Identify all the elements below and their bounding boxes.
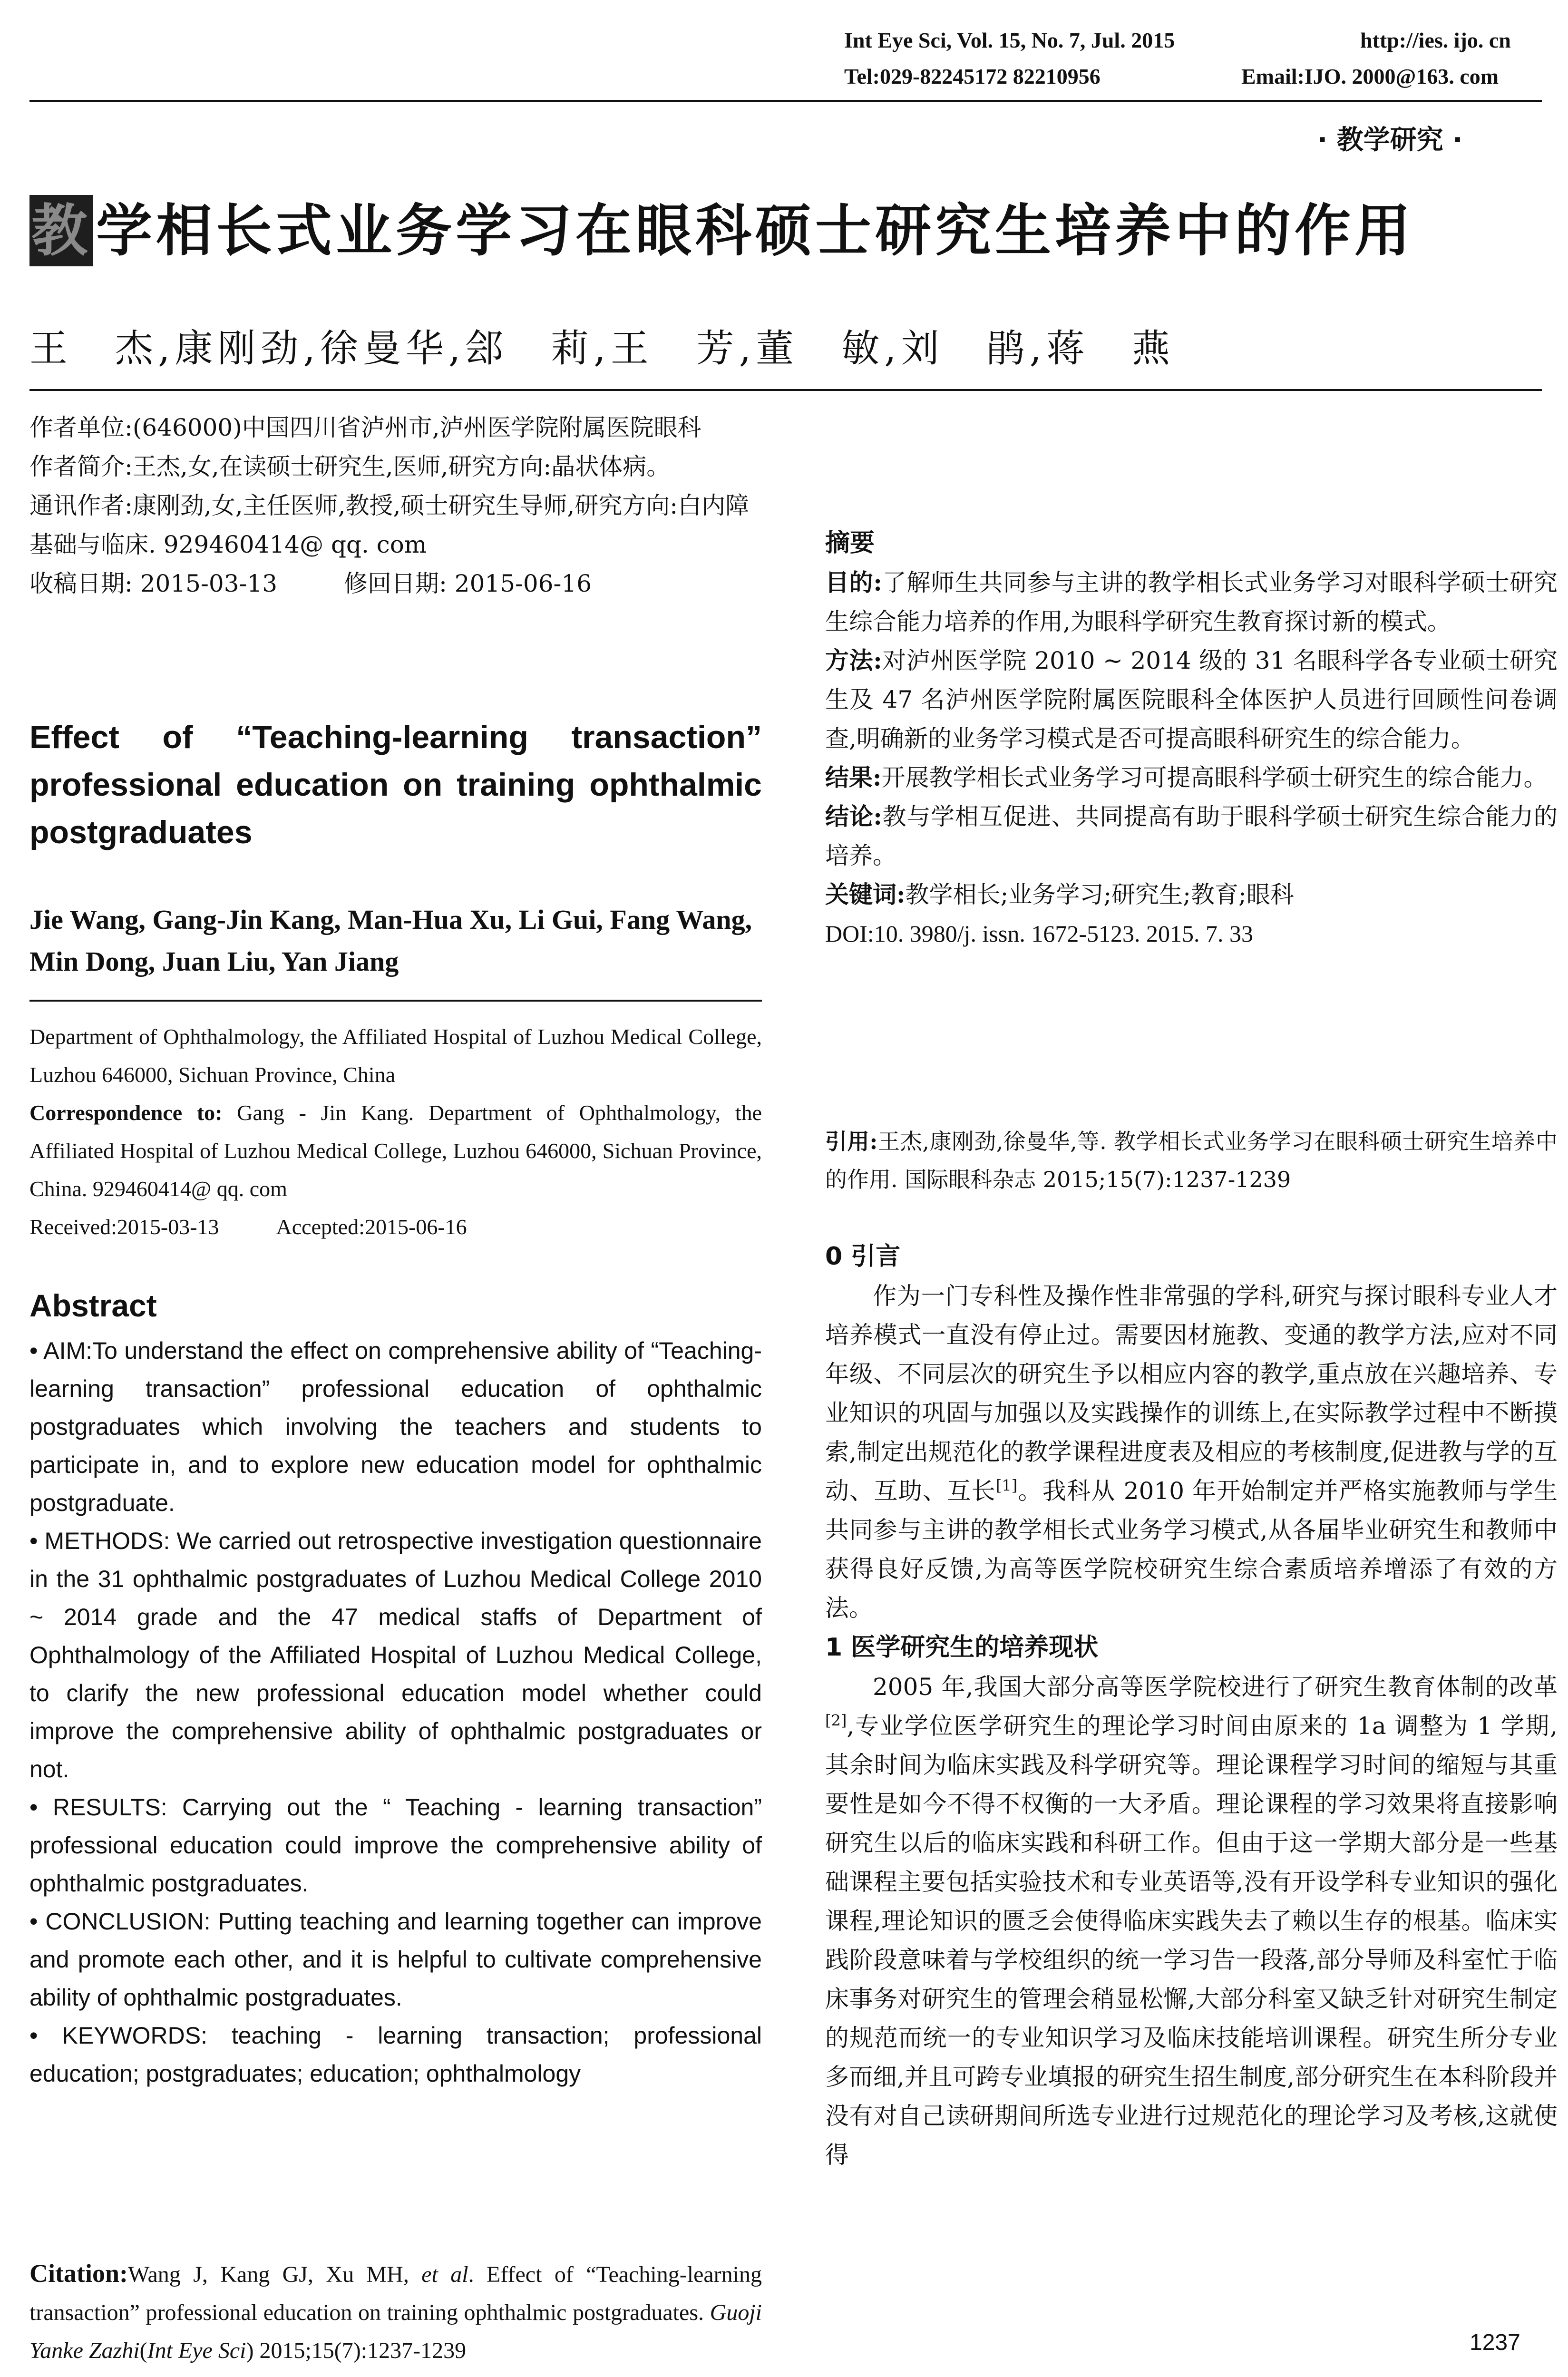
abstract-aim: • AIM:To understand the effect on comprehensive ability of “Teaching-learning transaction” professional education of ophthalmic postgraduates which involving the teachers and students to participate in, and to explore new education model for ophthalmic postgraduate. bbox=[29, 1337, 762, 1516]
section-1-paragraph bbox=[825, 1667, 1558, 2174]
received-en: Received:2015-03-13 bbox=[29, 1215, 219, 1239]
authors-chinese: 王 杰,康刚劲,徐曼华,郐 莉,王 芳,董 敏,刘 鹃,蒋 燕 bbox=[29, 326, 1175, 370]
title-dropcap: 教 bbox=[29, 195, 93, 266]
cn-keywords-label: 关键词: bbox=[825, 880, 906, 908]
abstract-keywords: • KEYWORDS: teaching - learning transaction; professional education; postgraduates; education; ophthalmology bbox=[29, 2022, 762, 2087]
cn-aim-label: 目的: bbox=[825, 568, 882, 596]
citation-paren: ( bbox=[139, 2338, 147, 2363]
abstract-heading: Abstract bbox=[29, 1288, 157, 1323]
english-title: Effect of “Teaching-learning transaction” professional education on training ophthalmic postgraduates bbox=[29, 719, 762, 850]
title-text: 学相长式业务学习在眼科硕士研究生培养中的作用 bbox=[96, 198, 1415, 263]
cn-methods-label: 方法: bbox=[825, 646, 882, 674]
cn-keywords bbox=[825, 875, 1558, 914]
journal-url: http://ies. ijo. cn bbox=[1360, 28, 1511, 52]
author-bio: 作者简介:王杰,女,在读硕士研究生,医师,研究方向:晶状体病。 bbox=[29, 453, 671, 480]
citation-english bbox=[29, 2254, 762, 2370]
citation-journal-en: Int Eye Sci bbox=[147, 2338, 246, 2363]
section-0-heading: 0 引言 bbox=[825, 1242, 901, 1271]
citation-label: Citation: bbox=[29, 2259, 128, 2288]
citation-journal: Guoji Yanke Zazhi bbox=[29, 2300, 762, 2363]
cn-results bbox=[825, 758, 1558, 797]
cn-conclusion bbox=[825, 797, 1558, 875]
citation-cn-label: 引用: bbox=[825, 1129, 878, 1154]
citation-volume: ) 2015;15(7):1237-1239 bbox=[246, 2338, 467, 2363]
abstract-results: • RESULTS: Carrying out the “ Teaching - learning transaction” professional education could improve the comprehensive ability of ophthalmic postgraduates. bbox=[29, 1794, 762, 1897]
correspondence-text: Gang - Jin Kang. Department of Ophthalmology, the Affiliated Hospital of Luzhou Medical College, Luzhou 646000, Sichuan Province, China. 929460414@ qq. com bbox=[29, 1101, 762, 1201]
cn-keywords-text: 教学相长;业务学习;研究生;教育;眼科 bbox=[905, 881, 1294, 908]
section-label: · 教学研究 · bbox=[1317, 125, 1463, 156]
affiliation-dept: Department of Ophthalmology, the Affiliated Hospital of Luzhou Medical College, Luzhou 646000, Sichuan Province, China bbox=[29, 1024, 762, 1087]
english-authors: Jie Wang, Gang-Jin Kang, Man-Hua Xu, Li Gui, Fang Wang, Min Dong, Juan Liu, Yan Jiang bbox=[29, 904, 752, 977]
accepted-en: Accepted:2015-06-16 bbox=[276, 1215, 467, 1239]
affiliation bbox=[29, 1018, 762, 1246]
abstract-cn-heading: 摘要 bbox=[825, 529, 875, 557]
article-title bbox=[29, 195, 1542, 266]
dates-cn bbox=[29, 564, 762, 603]
correspondence-label: Correspondence to: bbox=[29, 1101, 223, 1125]
header-rule bbox=[29, 100, 1542, 102]
page-number: 1237 bbox=[1470, 2330, 1520, 2355]
revised-cn: 修回日期: 2015-06-16 bbox=[344, 570, 592, 597]
correspondence bbox=[29, 1094, 762, 1208]
body-text bbox=[825, 1237, 1558, 2174]
s0-text-a: 作为一门专科性及操作性非常强的学科,研究与探讨眼科专业人才培养模式一直没有停止过。需要因材施教、变通的教学方法,应对不同年级、不同层次的研究生予以相应内容的教学,重点放在兴趣培养、专业知识的巩固与加强以及实践操作的训练上,在实际教学过程中不断摸索,制定出规范化的教学课程进度表及相应的考核制度,促进教与学的互动、互助、互长 bbox=[825, 1282, 1558, 1505]
abstract-chinese bbox=[825, 523, 1558, 953]
cn-methods-text: 对泸州医学院 2010 ~ 2014 级的 31 名眼科学各专业硕士研究生及 47 名泸州医学院附属医院眼科全体医护人员进行回顾性问卷调查,明确新的业务学习模式是否可提高眼科研究生的综合能力。 bbox=[825, 647, 1558, 752]
abstract-english bbox=[29, 1332, 762, 2093]
citation-cn-text: 王杰,康刚劲,徐曼华,等. 教学相长式业务学习在眼科硕士研究生培养中的作用. 国际眼科杂志 2015;15(7):1237-1239 bbox=[825, 1129, 1558, 1192]
dates-en bbox=[29, 1208, 762, 1246]
cn-conclusion-label: 结论: bbox=[825, 802, 882, 830]
author-unit: 作者单位:(646000)中国四川省泸州市,泸州医学院附属医院眼科 bbox=[29, 414, 701, 441]
doi: DOI:10. 3980/j. issn. 1672-5123. 2015. 7. 33 bbox=[825, 920, 1253, 947]
citation-chinese bbox=[825, 1122, 1558, 1198]
abstract-conclusion: • CONCLUSION: Putting teaching and learning together can improve and promote each other, and it is helpful to cultivate comprehensive ability of ophthalmic postgraduates. bbox=[29, 1908, 762, 2011]
citation-etal: et al bbox=[421, 2262, 468, 2287]
cn-aim bbox=[825, 563, 1558, 641]
title-rule bbox=[29, 389, 1542, 391]
s1-text-b: ,专业学位医学研究生的理论学习时间由原来的 1a 调整为 1 学期, 其余时间为临床实践及科学研究等。理论课程学习时间的缩短与其重要性是如今不得不权衡的一大矛盾。理论课程的学习效果将直接影响研究生以后的临床实践和科研工作。但由于这一学期大部分是一些基础课程主要包括实验技术和专业英语等,没有开设学科专业知识的强化课程,理论知识的匮乏会使得临床实践失去了赖以生存的根基。临床实践阶段意味着与学校组织的统一学习告一段落,部分导师及科室忙于临床事务对研究生的管理会稍显松懈,大部分科室又缺乏针对研究生制定的规范而统一的专业知识学习及临床技能培训课程。研究生所分专业多而细,并且可跨专业填报的研究生招生制度,部分研究生在本科阶段并没有对自己读研期间所选专业进行过规范化的理论学习及考核,这就使得 bbox=[825, 1712, 1558, 2169]
citation-authors: Wang J, Kang GJ, Xu MH, bbox=[127, 2262, 422, 2287]
s0-text-b: 。我科从 2010 年开始制定并严格实施教师与学生共同参与主讲的教学相长式业务学习模式,从各届毕业研究生和教师中获得良好反馈,为高等医学院校研究生综合素质培养增添了有效的方法。 bbox=[825, 1477, 1558, 1622]
s1-ref: [2] bbox=[825, 1711, 847, 1730]
received-cn: 收稿日期: 2015-03-13 bbox=[29, 570, 278, 597]
cn-results-label: 结果: bbox=[825, 763, 882, 791]
corresponding-author: 通讯作者:康刚劲,女,主任医师,教授,硕士研究生导师,研究方向:白内障基础与临床. 929460414@ qq. com bbox=[29, 492, 750, 558]
authors-rule bbox=[29, 1000, 762, 1002]
cn-aim-text: 了解师生共同参与主讲的教学相长式业务学习对眼科学硕士研究生综合能力培养的作用,为眼科学研究生教育探讨新的模式。 bbox=[825, 569, 1558, 635]
s1-text-a: 2005 年,我国大部分高等医学院校进行了研究生教育体制的改革 bbox=[873, 1673, 1558, 1701]
journal-issue: Int Eye Sci, Vol. 15, No. 7, Jul. 2015 bbox=[844, 28, 1175, 52]
cn-conclusion-text: 教与学相互促进、共同提高有助于眼科学硕士研究生综合能力的培养。 bbox=[825, 803, 1558, 869]
citation-title: . Effect of “Teaching-learning transaction” professional education on training ophthalmic postgraduates. bbox=[29, 2262, 762, 2325]
cn-results-text: 开展教学相长式业务学习可提高眼科学硕士研究生的综合能力。 bbox=[881, 764, 1548, 791]
abstract-methods: • METHODS: We carried out retrospective investigation questionnaire in the 31 ophthalmic postgraduates of Luzhou Medical College 2010 ~ 2014 grade and the 47 medical staffs of Department of Ophthalmology of the Affiliated Hospital of Luzhou Medical College, to clarify the new professional education model whether could improve the comprehensive ability of ophthalmic postgraduates or not. bbox=[29, 1528, 762, 1783]
author-info bbox=[29, 408, 762, 603]
cn-methods bbox=[825, 641, 1558, 758]
s0-ref: [1] bbox=[995, 1476, 1018, 1495]
journal-tel: Tel:029-82245172 82210956 bbox=[844, 64, 1101, 88]
section-0-paragraph bbox=[825, 1276, 1558, 1627]
journal-email: Email:IJO. 2000@163. com bbox=[1241, 64, 1499, 88]
section-1-heading: 1 医学研究生的培养现状 bbox=[825, 1633, 1099, 1662]
